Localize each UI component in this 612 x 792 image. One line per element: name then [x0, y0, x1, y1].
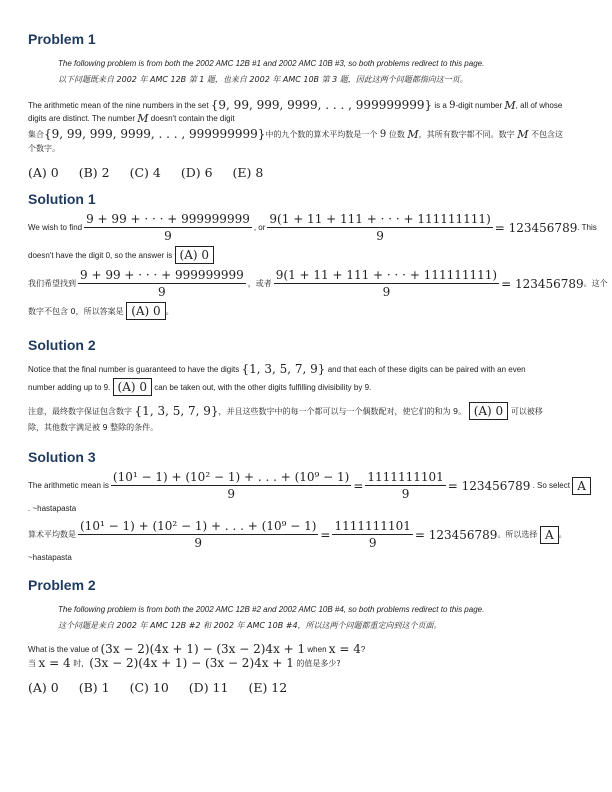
answer-box: A — [572, 477, 591, 495]
choice-d: (D) 6 — [180, 165, 213, 180]
problem-1-note-en: The following problem is from both the 2002 AMC 12B #1 and 2002 AMC 10B #3, so both problems redirect to this page. — [58, 59, 485, 68]
choice-c: (C) 4 — [129, 165, 161, 180]
choice-a: (A) 0 — [28, 680, 59, 695]
solution-2-title: Solution 2 — [28, 337, 96, 353]
solution-2-zh-line1: 注意，最终数字保证包含数字 {1, 3, 5, 7, 9} ，并且这些数字中的每一个都可以与一个偶数配对，使它们的和为 9。 (A) 0 可以被移 — [28, 404, 543, 418]
solution-3-title: Solution 3 — [28, 449, 96, 465]
answer-box: (A) 0 — [126, 302, 165, 320]
choice-d: (D) 11 — [188, 680, 229, 695]
problem-2-title: Problem 2 — [28, 577, 96, 593]
problem-2-note-en: The following problem is from both the 2002 AMC 12B #2 and 2002 AMC 10B #4, so both problems redirect to this page. — [58, 605, 485, 614]
solution-2-en-line1: Notice that the final number is guaranteed to have the digits {1, 3, 5, 7, 9} and that each of these digits can be paired with an even — [28, 362, 526, 376]
problem-1-note-zh: 以下问题既来自 2002 年 AMC 12B 第 1 题，也来自 2002 年 AMC 10B 第 3 题，因此这两个问题都指向这一页。 — [58, 75, 468, 84]
solution-3-zh-signature: ~hastapasta — [28, 553, 72, 562]
choice-c: (C) 10 — [129, 680, 169, 695]
solution-1-en-line2: doesn't have the digit 0, so the answer is (A) 0 — [28, 246, 584, 264]
fraction-sum: $\frac{9 + 99 + \cdot \cdot \cdot + 999999999}{9}$ — [86, 212, 250, 243]
problem-2-statement-en: What is the value of (3x − 2)(4x + 1) − (3x − 2)4x + 1 when x = 4 ? — [28, 642, 366, 656]
solution-2-zh-line2: 除，其他数字满足被 9 整除的条件。 — [28, 423, 159, 432]
choice-a: (A) 0 — [28, 165, 59, 180]
choice-b: (B) 1 — [78, 680, 110, 695]
choice-e: (E) 12 — [248, 680, 288, 695]
problem-2-note-zh: 这个问题是来自 2002 年 AMC 12B #2 和 2002 年 AMC 10B #4，所以这两个问题都重定向到这个页面。 — [58, 621, 442, 630]
solution-1-en-line1: We wish to find $\frac{9 + 99 + \cdot \cdot \cdot + 999999999}{9}$ , or $\frac{9(1 + 11 + 111 + \cdot \cdot \cdot + 111111111)}{9}$ = 123456789 . This — [28, 212, 597, 243]
number-set: {9, 99, 999, 9999, . . . , 999999999} — [210, 98, 433, 112]
answer-box: (A) 0 — [175, 246, 214, 264]
solution-1-title: Solution 1 — [28, 191, 96, 207]
choice-e: (E) 8 — [232, 165, 264, 180]
problem-1-statement-en-line1: The arithmetic mean of the nine numbers in the set {9, 99, 999, 9999, . . . , 999999999} is a 9 -digit number M , all of whose — [28, 98, 563, 112]
answer-box: (A) 0 — [113, 378, 152, 396]
problem-1-statement-zh-line1: 集合 {9, 99, 999, 9999, . . . , 999999999} 中的九个数的算术平均数是一个 9 位数 M ，其所有数字都不同。数字 M 不包含这 — [28, 127, 564, 141]
solution-1-zh-line2: 数字不包含 0，所以答案是 (A) 0 。 — [28, 304, 174, 318]
document-page — [28, 30, 608, 695]
answer-box: (A) 0 — [469, 402, 508, 420]
choice-b: (B) 2 — [78, 165, 110, 180]
problem-1-statement-zh-line2: 个数字。 — [28, 144, 60, 153]
solution-3-en-signature: . ~hastapasta — [28, 504, 77, 513]
fraction-factored: $\frac{9(1 + 11 + 111 + \cdot \cdot \cdot + 111111111)}{9}$ — [269, 212, 491, 243]
problem-1-choices — [28, 165, 584, 180]
problem-2-statement-zh: 当 x = 4 时， (3x − 2)(4x + 1) − (3x − 2)4x + 1 的值是多少? — [28, 656, 341, 670]
problem-1-title: Problem 1 — [28, 31, 96, 47]
answer-box: A — [540, 526, 559, 544]
problem-1-statement-en-line2: digits are distinct. The number M doesn't contain the digit — [28, 112, 235, 125]
solution-1-zh-line1: 我们希望找到 $\frac{9 + 99 + \cdot \cdot \cdot + 999999999}{9}$ ，或者 $\frac{9(1 + 11 + 111 + \cdot \cdot \cdot + 111111111)}{9}$ = 123456789 。这个 — [28, 268, 608, 299]
solution-3-en-line1: The arithmetic mean is $\frac{\text{(10¹ − 1) + (10² − 1) + . . . + (10⁹ − 1)}}{9}$ = $\frac{1111111101}{9}$ = 123456789 . So select A — [28, 470, 584, 501]
solution-2-en-line2: number adding up to 9. (A) 0 can be taken out, with the other digits fulfilling divisibility by 9. — [28, 380, 372, 394]
solution-3-zh-line1: 算术平均数是 $\frac{\text{(10¹ − 1) + (10² − 1) + . . . + (10⁹ − 1)}}{9}$ = $\frac{1111111101}{9}$ = 123456789 。所以选择 A 。 — [28, 519, 567, 550]
problem-2-choices — [28, 680, 584, 695]
